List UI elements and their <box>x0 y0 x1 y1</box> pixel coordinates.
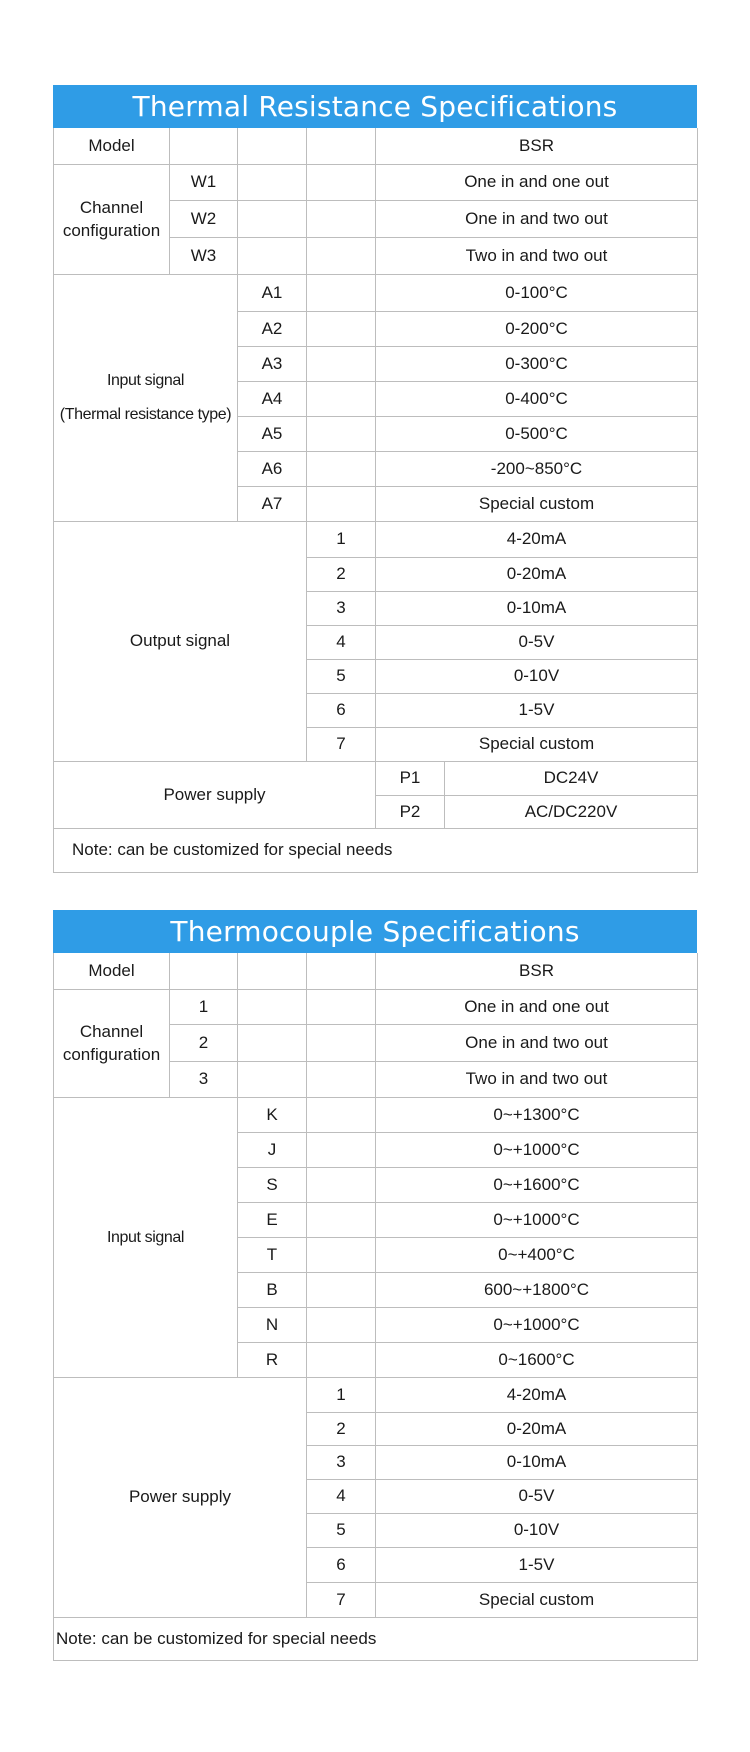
thermocouple-spec <box>53 910 697 1661</box>
output-value: Special custom <box>376 1583 698 1618</box>
input-signal-label: Input signal <box>54 1098 238 1378</box>
channel-config-label <box>54 165 170 275</box>
power-supply-label: Power supply <box>54 1378 307 1618</box>
output-code: 6 <box>307 1548 376 1583</box>
output-value: 0-20mA <box>376 1413 698 1446</box>
channel-code: 2 <box>170 1025 238 1062</box>
empty-cell <box>307 1308 376 1343</box>
empty-cell <box>307 201 376 238</box>
output-code: 5 <box>307 660 376 694</box>
output-code: 1 <box>307 522 376 558</box>
power-supply-label: Power supply <box>54 762 376 829</box>
output-code: 3 <box>307 592 376 626</box>
channel-config-label <box>54 990 170 1098</box>
output-value: 0-20mA <box>376 558 698 592</box>
output-value: 0-5V <box>376 1480 698 1514</box>
output-value: 0-10V <box>376 1514 698 1548</box>
input-value: 0~+1600°C <box>376 1168 698 1203</box>
model-label: Model <box>54 953 170 990</box>
channel-code: W2 <box>170 201 238 238</box>
input-code: K <box>238 1098 307 1133</box>
empty-cell <box>238 1062 307 1098</box>
channel-value: One in and two out <box>376 201 698 238</box>
channel-label-line2: configuration <box>62 220 161 240</box>
empty-cell <box>238 165 307 201</box>
channel-value: Two in and two out <box>376 1062 698 1098</box>
output-value: 0-10mA <box>376 592 698 626</box>
channel-code: W3 <box>170 238 238 275</box>
power-code: P2 <box>376 796 445 829</box>
input-value: 0~+400°C <box>376 1238 698 1273</box>
input-value: 0~+1000°C <box>376 1203 698 1238</box>
output-value: 1-5V <box>376 1548 698 1583</box>
input-value: 0-500°C <box>376 417 698 452</box>
input-value: 0-200°C <box>376 312 698 347</box>
input-code: T <box>238 1238 307 1273</box>
input-code: A2 <box>238 312 307 347</box>
empty-cell <box>307 128 376 165</box>
input-code: A1 <box>238 275 307 312</box>
channel-label-line2: configuration <box>62 1044 161 1064</box>
power-code: P1 <box>376 762 445 796</box>
output-value: 0-10V <box>376 660 698 694</box>
model-value: BSR <box>376 953 698 990</box>
output-code: 6 <box>307 694 376 728</box>
input-value: 0~1600°C <box>376 1343 698 1378</box>
input-code: A4 <box>238 382 307 417</box>
input-label-line2: (Thermal resistance type) <box>59 406 232 423</box>
output-code: 2 <box>307 1413 376 1446</box>
channel-value: One in and one out <box>376 990 698 1025</box>
empty-cell <box>307 1238 376 1273</box>
input-code: E <box>238 1203 307 1238</box>
thermal-resistance-spec <box>53 85 697 873</box>
thermocouple-spec-title: Thermocouple Specifications <box>53 910 697 953</box>
output-code: 7 <box>307 1583 376 1618</box>
output-value: 4-20mA <box>376 522 698 558</box>
channel-value: One in and one out <box>376 165 698 201</box>
output-value: Special custom <box>376 728 698 762</box>
empty-cell <box>307 1025 376 1062</box>
input-label-line1: Input signal <box>106 372 185 390</box>
output-value: 0-5V <box>376 626 698 660</box>
empty-cell <box>307 238 376 275</box>
channel-label-line1: Channel <box>79 1021 144 1041</box>
input-code: A6 <box>238 452 307 487</box>
input-value: 0~+1000°C <box>376 1133 698 1168</box>
empty-cell <box>307 1203 376 1238</box>
note: Note: can be customized for special needs <box>54 1618 698 1661</box>
input-value: 0-100°C <box>376 275 698 312</box>
empty-cell <box>238 990 307 1025</box>
channel-value: Two in and two out <box>376 238 698 275</box>
empty-cell <box>170 128 238 165</box>
input-value: 0-300°C <box>376 347 698 382</box>
empty-cell <box>307 487 376 522</box>
input-value: -200~850°C <box>376 452 698 487</box>
input-code: B <box>238 1273 307 1308</box>
empty-cell <box>307 1273 376 1308</box>
empty-cell <box>238 128 307 165</box>
input-value: 600~+1800°C <box>376 1273 698 1308</box>
input-code: A5 <box>238 417 307 452</box>
output-value: 0-10mA <box>376 1446 698 1480</box>
output-code: 4 <box>307 626 376 660</box>
empty-cell <box>307 275 376 312</box>
input-code: N <box>238 1308 307 1343</box>
input-code: A3 <box>238 347 307 382</box>
note: Note: can be customized for special needs <box>54 829 698 873</box>
empty-cell <box>307 382 376 417</box>
empty-cell <box>238 238 307 275</box>
output-code: 3 <box>307 1446 376 1480</box>
empty-cell <box>307 417 376 452</box>
empty-cell <box>307 452 376 487</box>
empty-cell <box>307 1133 376 1168</box>
output-code: 7 <box>307 728 376 762</box>
output-value: 1-5V <box>376 694 698 728</box>
channel-code: 3 <box>170 1062 238 1098</box>
empty-cell <box>307 347 376 382</box>
channel-value: One in and two out <box>376 1025 698 1062</box>
model-value: BSR <box>376 128 698 165</box>
output-code: 5 <box>307 1514 376 1548</box>
output-code: 1 <box>307 1378 376 1413</box>
thermocouple-spec-table <box>53 953 697 1661</box>
thermal-spec-table <box>53 128 697 873</box>
input-value: Special custom <box>376 487 698 522</box>
input-code: R <box>238 1343 307 1378</box>
input-code: S <box>238 1168 307 1203</box>
channel-code: 1 <box>170 990 238 1025</box>
empty-cell <box>307 1098 376 1133</box>
output-value: 4-20mA <box>376 1378 698 1413</box>
output-signal-label: Output signal <box>54 522 307 762</box>
input-value: 0-400°C <box>376 382 698 417</box>
input-value: 0~+1000°C <box>376 1308 698 1343</box>
input-signal-label <box>54 275 238 522</box>
input-code: J <box>238 1133 307 1168</box>
output-code: 2 <box>307 558 376 592</box>
output-code: 4 <box>307 1480 376 1514</box>
power-value: DC24V <box>445 762 698 796</box>
input-code: A7 <box>238 487 307 522</box>
empty-cell <box>170 953 238 990</box>
empty-cell <box>307 1343 376 1378</box>
channel-label-line1: Channel <box>79 197 144 217</box>
empty-cell <box>307 990 376 1025</box>
empty-cell <box>238 953 307 990</box>
empty-cell <box>307 1168 376 1203</box>
thermal-spec-title: Thermal Resistance Specifications <box>53 85 697 128</box>
empty-cell <box>307 953 376 990</box>
input-value: 0~+1300°C <box>376 1098 698 1133</box>
empty-cell <box>307 312 376 347</box>
power-value: AC/DC220V <box>445 796 698 829</box>
empty-cell <box>238 201 307 238</box>
model-label: Model <box>54 128 170 165</box>
empty-cell <box>307 165 376 201</box>
empty-cell <box>238 1025 307 1062</box>
channel-code: W1 <box>170 165 238 201</box>
empty-cell <box>307 1062 376 1098</box>
